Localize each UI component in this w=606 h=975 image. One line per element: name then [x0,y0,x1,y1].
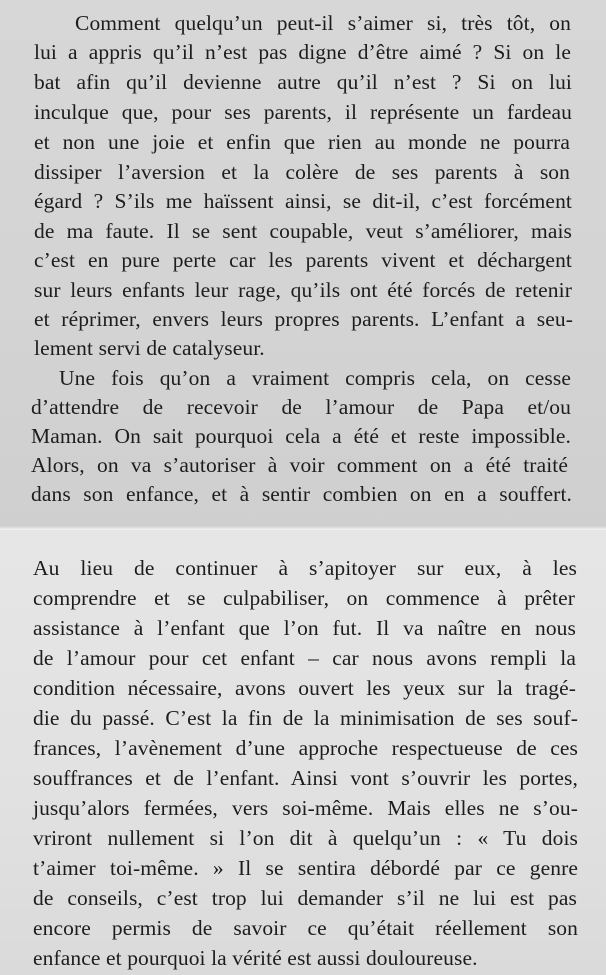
body-text-line: condition nécessaire, avons ouvert les yeux sur la tragé- [33,676,576,700]
body-text-line: c’est en pure perte car les parents vivent et déchargent [34,248,572,272]
body-text-line: sur leurs enfants leur rage, qu’ils ont été forcés de retenir [34,278,572,302]
body-text-line: enfance et pourquoi la vérité est aussi douloureuse. [33,946,478,970]
body-text-line: souffrances et de l’enfant. Ainsi vont s’ouvrir les portes, [33,766,578,790]
body-text-line: lui a appris qu’il n’est pas digne d’être aimé ? Si on le [34,40,571,64]
body-text-line: lement servi de catalyseur. [34,336,265,360]
body-text-line: dissiper l’aversion et la colère de ses parents à son [34,160,570,184]
body-text-line: de ma faute. Il se sent coupable, veut s’améliorer, mais [34,219,572,243]
body-text-line: de l’amour pour cet enfant – car nous avons rempli la [33,646,576,670]
body-text-line: de conseils, c’est trop lui demander s’il ne lui est pas [33,886,577,910]
body-text-line: t’aimer toi-même. » Il se sentira débordé par ce genre [33,856,578,880]
body-text-line: Alors, on va s’autoriser à voir comment on a été traité [31,453,568,477]
body-text-line: vriront nullement si l’on dit à quelqu’un : « Tu dois [33,826,578,850]
body-text-line: et réprimer, envers leurs propres parents. L’enfant a seu- [34,307,573,331]
body-text-line: bat afin qu’il devienne autre qu’il n’est ? Si on lui [34,70,572,94]
body-text-line: encore permis de savoir ce qu’était réellement son [33,916,578,940]
body-text-line: Au lieu de continuer à s’apitoyer sur eux, à les [33,556,577,580]
bottom-page-photo [0,530,606,975]
body-text-line: Maman. On sait pourquoi cela a été et reste impossible. [31,424,571,448]
body-text-line: jusqu’alors fermées, vers soi-même. Mais elles ne s’ou- [33,796,578,820]
body-text-line: et non une joie et enfin que rien au monde ne pourra [34,130,570,154]
body-text-line: assistance à l’enfant que l’on fut. Il va naître en nous [33,616,576,640]
body-text-line: d’attendre de recevoir de l’amour de Papa et/ou [31,395,571,419]
body-text-line: égard ? S’ils me haïssent ainsi, se dit-il, c’est forcément [34,189,572,213]
body-text-line: comprendre et se culpabiliser, on commence à prêter [33,586,575,610]
body-text-line: die du passé. C’est la fin de la minimisation de ses souf- [33,706,578,730]
body-text-line: dans son enfance, et à sentir combien on en a souffert. [31,482,572,506]
body-text-line: Une fois qu’on a vraiment compris cela, on cesse [59,366,571,390]
body-text-line: inculque que, pour ses parents, il représente un fardeau [34,100,572,124]
body-text-line: frances, l’avènement d’une approche respectueuse de ces [33,736,578,760]
body-text-line: Comment quelqu’un peut-il s’aimer si, très tôt, on [75,11,571,35]
